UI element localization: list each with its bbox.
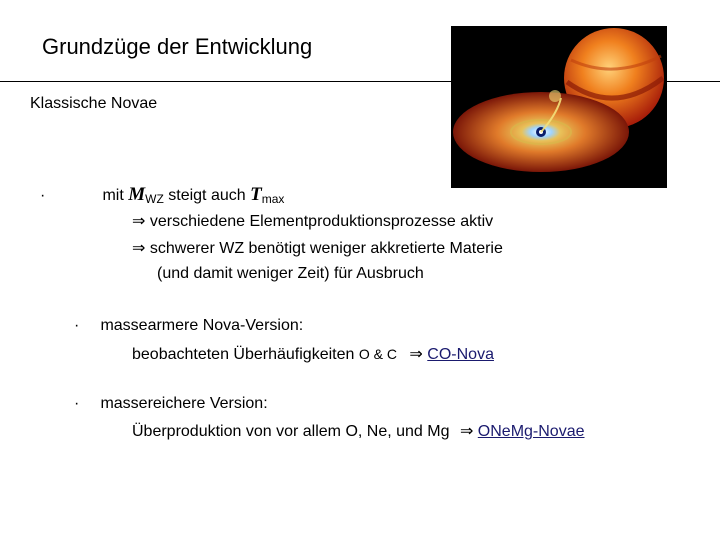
implies-arrow-icon: ⇒ bbox=[409, 346, 423, 363]
co-nova-link[interactable]: CO-Nova bbox=[427, 346, 494, 363]
slide-title: Grundzüge der Entwicklung bbox=[42, 34, 313, 59]
implies-arrow-icon: ⇒ bbox=[459, 423, 474, 440]
bullet-2-detail: beobachteten Überhäufigkeiten O & C ⇒ CO-Nova bbox=[132, 346, 494, 363]
implies-arrow-icon: ⇒ bbox=[132, 213, 146, 230]
implies-arrow-icon: ⇒ bbox=[132, 240, 146, 257]
bullet-marker: · bbox=[74, 317, 80, 334]
bullet-marker: · bbox=[74, 395, 80, 412]
bullet-1-line-2: ⇒ verschiedene Elementproduktionsprozesse aktiv bbox=[132, 213, 494, 230]
bullet-1-line-4: (und damit weniger Zeit) für Ausbruch bbox=[157, 265, 424, 282]
bullet-item-2: · massearmere Nova-Version: bbox=[74, 317, 304, 334]
slide-subtitle: Klassische Novae bbox=[30, 95, 158, 112]
bullet-1-line-3: ⇒ schwerer WZ benötigt weniger akkretierte Materie bbox=[132, 240, 503, 257]
nova-accretion-illustration bbox=[451, 26, 667, 188]
onemg-novae-link[interactable]: ONeMg-Novae bbox=[477, 423, 585, 440]
bullet-3-detail: Überproduktion von vor allem O, Ne, und Mg ⇒ ONeMg-Novae bbox=[132, 423, 585, 440]
bullet-item-3: · massereichere Version: bbox=[74, 395, 268, 412]
bullet-item-1: · mit $M_{WZ}$ steigt auch $T_{max}$ bbox=[40, 184, 285, 206]
bullet-marker: · bbox=[40, 187, 46, 204]
